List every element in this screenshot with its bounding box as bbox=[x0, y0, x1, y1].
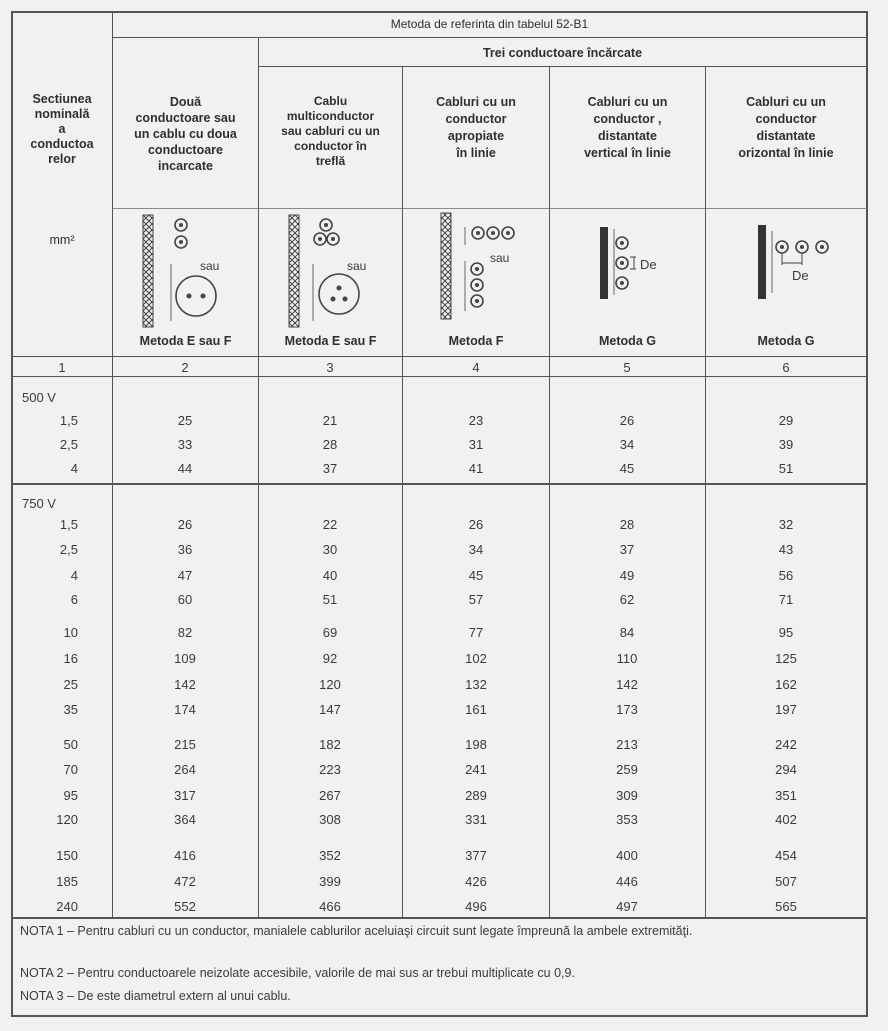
current-value: 497 bbox=[616, 899, 638, 914]
current-value: 49 bbox=[619, 568, 635, 583]
col-number-6: 6 bbox=[782, 360, 790, 375]
current-value: 34 bbox=[619, 437, 635, 452]
current-value: 162 bbox=[775, 677, 797, 692]
current-value: 45 bbox=[468, 568, 484, 583]
current-value: 28 bbox=[322, 437, 338, 452]
flat-line-diagram bbox=[403, 209, 549, 329]
current-value: 552 bbox=[174, 899, 196, 914]
current-value: 43 bbox=[778, 542, 794, 557]
current-value: 161 bbox=[465, 702, 487, 717]
current-value: 259 bbox=[616, 762, 638, 777]
current-value: 331 bbox=[465, 812, 487, 827]
current-value: 44 bbox=[177, 461, 193, 476]
current-value: 142 bbox=[174, 677, 196, 692]
current-value: 402 bbox=[775, 812, 797, 827]
current-value: 446 bbox=[616, 874, 638, 889]
current-value: 264 bbox=[174, 762, 196, 777]
current-value: 120 bbox=[319, 677, 341, 692]
current-value: 26 bbox=[177, 517, 193, 532]
current-value: 353 bbox=[616, 812, 638, 827]
horizontal-spaced-diagram bbox=[706, 209, 866, 329]
method-col6: Metoda G bbox=[757, 334, 815, 348]
current-value: 317 bbox=[174, 788, 196, 803]
section-value: 2,5 bbox=[59, 437, 78, 452]
col-number-3: 3 bbox=[326, 360, 334, 375]
current-value: 352 bbox=[319, 848, 341, 863]
note-3: NOTA 3 – De este diametrul extern al unui cablu. bbox=[20, 989, 291, 1003]
current-value: 56 bbox=[778, 568, 794, 583]
current-value: 351 bbox=[775, 788, 797, 803]
current-value: 182 bbox=[319, 737, 341, 752]
current-value: 565 bbox=[775, 899, 797, 914]
current-value: 400 bbox=[616, 848, 638, 863]
section-value: 185 bbox=[56, 874, 78, 889]
current-value: 26 bbox=[619, 413, 635, 428]
current-value: 110 bbox=[616, 651, 638, 666]
current-value: 22 bbox=[322, 517, 338, 532]
col1-heading: Sectiunea nominală a conductoa relor bbox=[30, 92, 94, 166]
current-value: 125 bbox=[775, 651, 797, 666]
current-value: 82 bbox=[177, 625, 193, 640]
section-value: 4 bbox=[70, 568, 78, 583]
trefoil-diagram bbox=[259, 209, 402, 329]
current-value: 69 bbox=[322, 625, 338, 640]
current-value: 23 bbox=[468, 413, 484, 428]
current-value: 41 bbox=[468, 461, 484, 476]
current-value: 92 bbox=[322, 651, 338, 666]
col5-heading: Cabluri cu un conductor , distantate vertical în linie bbox=[584, 95, 671, 160]
current-value: 45 bbox=[619, 461, 635, 476]
section-value: 10 bbox=[63, 625, 78, 640]
current-value: 308 bbox=[319, 812, 341, 827]
current-value: 37 bbox=[619, 542, 635, 557]
two-conductor-diagram bbox=[113, 209, 258, 329]
current-value: 174 bbox=[174, 702, 196, 717]
current-value: 507 bbox=[775, 874, 797, 889]
current-value: 32 bbox=[778, 517, 794, 532]
current-value: 416 bbox=[174, 848, 196, 863]
current-value: 213 bbox=[616, 737, 638, 752]
method-col3: Metoda E sau F bbox=[284, 334, 377, 348]
current-value: 29 bbox=[778, 413, 794, 428]
current-value: 466 bbox=[319, 899, 341, 914]
current-value: 30 bbox=[322, 542, 338, 557]
current-value: 223 bbox=[319, 762, 341, 777]
current-value: 241 bbox=[465, 762, 487, 777]
current-value: 496 bbox=[465, 899, 487, 914]
note-2: NOTA 2 – Pentru conductoarele neizolate accesibile, valorile de mai sus ar trebui multiplicate cu 0,9. bbox=[20, 966, 575, 980]
sau-label-col4: sau bbox=[490, 251, 510, 265]
current-value: 95 bbox=[778, 625, 794, 640]
section-value: 4 bbox=[70, 461, 78, 476]
current-value: 364 bbox=[174, 812, 196, 827]
current-value: 215 bbox=[174, 737, 196, 752]
col-number-4: 4 bbox=[472, 360, 480, 375]
col2-heading: Două conductoare sau un cablu cu doua conductoare incarcate bbox=[134, 95, 237, 173]
current-value: 84 bbox=[619, 625, 635, 640]
current-value: 47 bbox=[177, 568, 193, 583]
current-value: 294 bbox=[775, 762, 797, 777]
current-value: 289 bbox=[465, 788, 487, 803]
current-value: 309 bbox=[616, 788, 638, 803]
current-value: 198 bbox=[465, 737, 487, 752]
current-value: 25 bbox=[177, 413, 193, 428]
current-value: 31 bbox=[468, 437, 484, 452]
unit-label: mm² bbox=[49, 233, 75, 247]
current-value: 102 bbox=[465, 651, 487, 666]
method-col4: Metoda F bbox=[448, 334, 504, 348]
current-value: 40 bbox=[322, 568, 338, 583]
current-value: 51 bbox=[778, 461, 794, 476]
current-value: 267 bbox=[319, 788, 341, 803]
vertical-spaced-diagram bbox=[550, 209, 705, 329]
current-value: 26 bbox=[468, 517, 484, 532]
current-value: 71 bbox=[778, 592, 794, 607]
current-value: 21 bbox=[322, 413, 338, 428]
section-value: 120 bbox=[56, 812, 78, 827]
current-value: 36 bbox=[177, 542, 193, 557]
col-number-5: 5 bbox=[623, 360, 631, 375]
section-value: 1,5 bbox=[59, 517, 78, 532]
current-value: 173 bbox=[616, 702, 638, 717]
current-value: 399 bbox=[319, 874, 341, 889]
section-value: 50 bbox=[63, 737, 78, 752]
section-value: 25 bbox=[63, 677, 78, 692]
current-value: 34 bbox=[468, 542, 484, 557]
current-value: 454 bbox=[775, 848, 797, 863]
current-value: 51 bbox=[322, 592, 338, 607]
current-value: 57 bbox=[468, 592, 484, 607]
method-col2: Metoda E sau F bbox=[139, 334, 232, 348]
col3-heading: Cablu multiconductor sau cabluri cu un conductor în treflă bbox=[281, 94, 380, 168]
col-number-2: 2 bbox=[181, 360, 189, 375]
current-value: 28 bbox=[619, 517, 635, 532]
de-label-col6: De bbox=[792, 268, 809, 283]
col4-heading: Cabluri cu un conductor apropiate în linie bbox=[436, 95, 516, 160]
col6-heading: Cabluri cu un conductor distantate orizontal în linie bbox=[738, 95, 834, 160]
current-value: 37 bbox=[322, 461, 338, 476]
current-value: 39 bbox=[778, 437, 794, 452]
current-value: 472 bbox=[174, 874, 196, 889]
section-value: 95 bbox=[63, 788, 78, 803]
current-value: 109 bbox=[174, 651, 196, 666]
current-value: 132 bbox=[465, 677, 487, 692]
section-value: 6 bbox=[70, 592, 78, 607]
current-value: 60 bbox=[177, 592, 193, 607]
note-1: NOTA 1 – Pentru cabluri cu un conductor, manialele cablurilor aceluiaşi circuit sunt legate împreună la ambele extremităţi. bbox=[20, 924, 693, 938]
current-value: 377 bbox=[465, 848, 487, 863]
sau-label-col3: sau bbox=[347, 259, 367, 273]
current-value: 62 bbox=[619, 592, 635, 607]
method-col5: Metoda G bbox=[599, 334, 656, 348]
current-value: 33 bbox=[177, 437, 193, 452]
current-value: 147 bbox=[319, 702, 341, 717]
current-value: 197 bbox=[775, 702, 797, 717]
current-value: 142 bbox=[616, 677, 638, 692]
col-number-1: 1 bbox=[58, 360, 66, 375]
de-label-col5: De bbox=[640, 257, 657, 272]
current-value: 242 bbox=[775, 737, 797, 752]
section-value: 240 bbox=[56, 899, 78, 914]
section-value: 16 bbox=[63, 651, 78, 666]
current-value: 426 bbox=[465, 874, 487, 889]
current-value: 77 bbox=[468, 625, 484, 640]
three-loaded-heading: Trei conductoare încărcate bbox=[482, 46, 643, 60]
section-value: 1,5 bbox=[59, 413, 78, 428]
section-value: 35 bbox=[63, 702, 78, 717]
section-value: 150 bbox=[56, 848, 78, 863]
voltage-500: 500 V bbox=[22, 390, 56, 405]
sau-label-col2: sau bbox=[200, 259, 220, 273]
section-value: 70 bbox=[63, 762, 78, 777]
voltage-750: 750 V bbox=[22, 496, 56, 511]
section-value: 2,5 bbox=[59, 542, 78, 557]
reference-heading: Metoda de referinta din tabelul 52-B1 bbox=[390, 17, 589, 31]
